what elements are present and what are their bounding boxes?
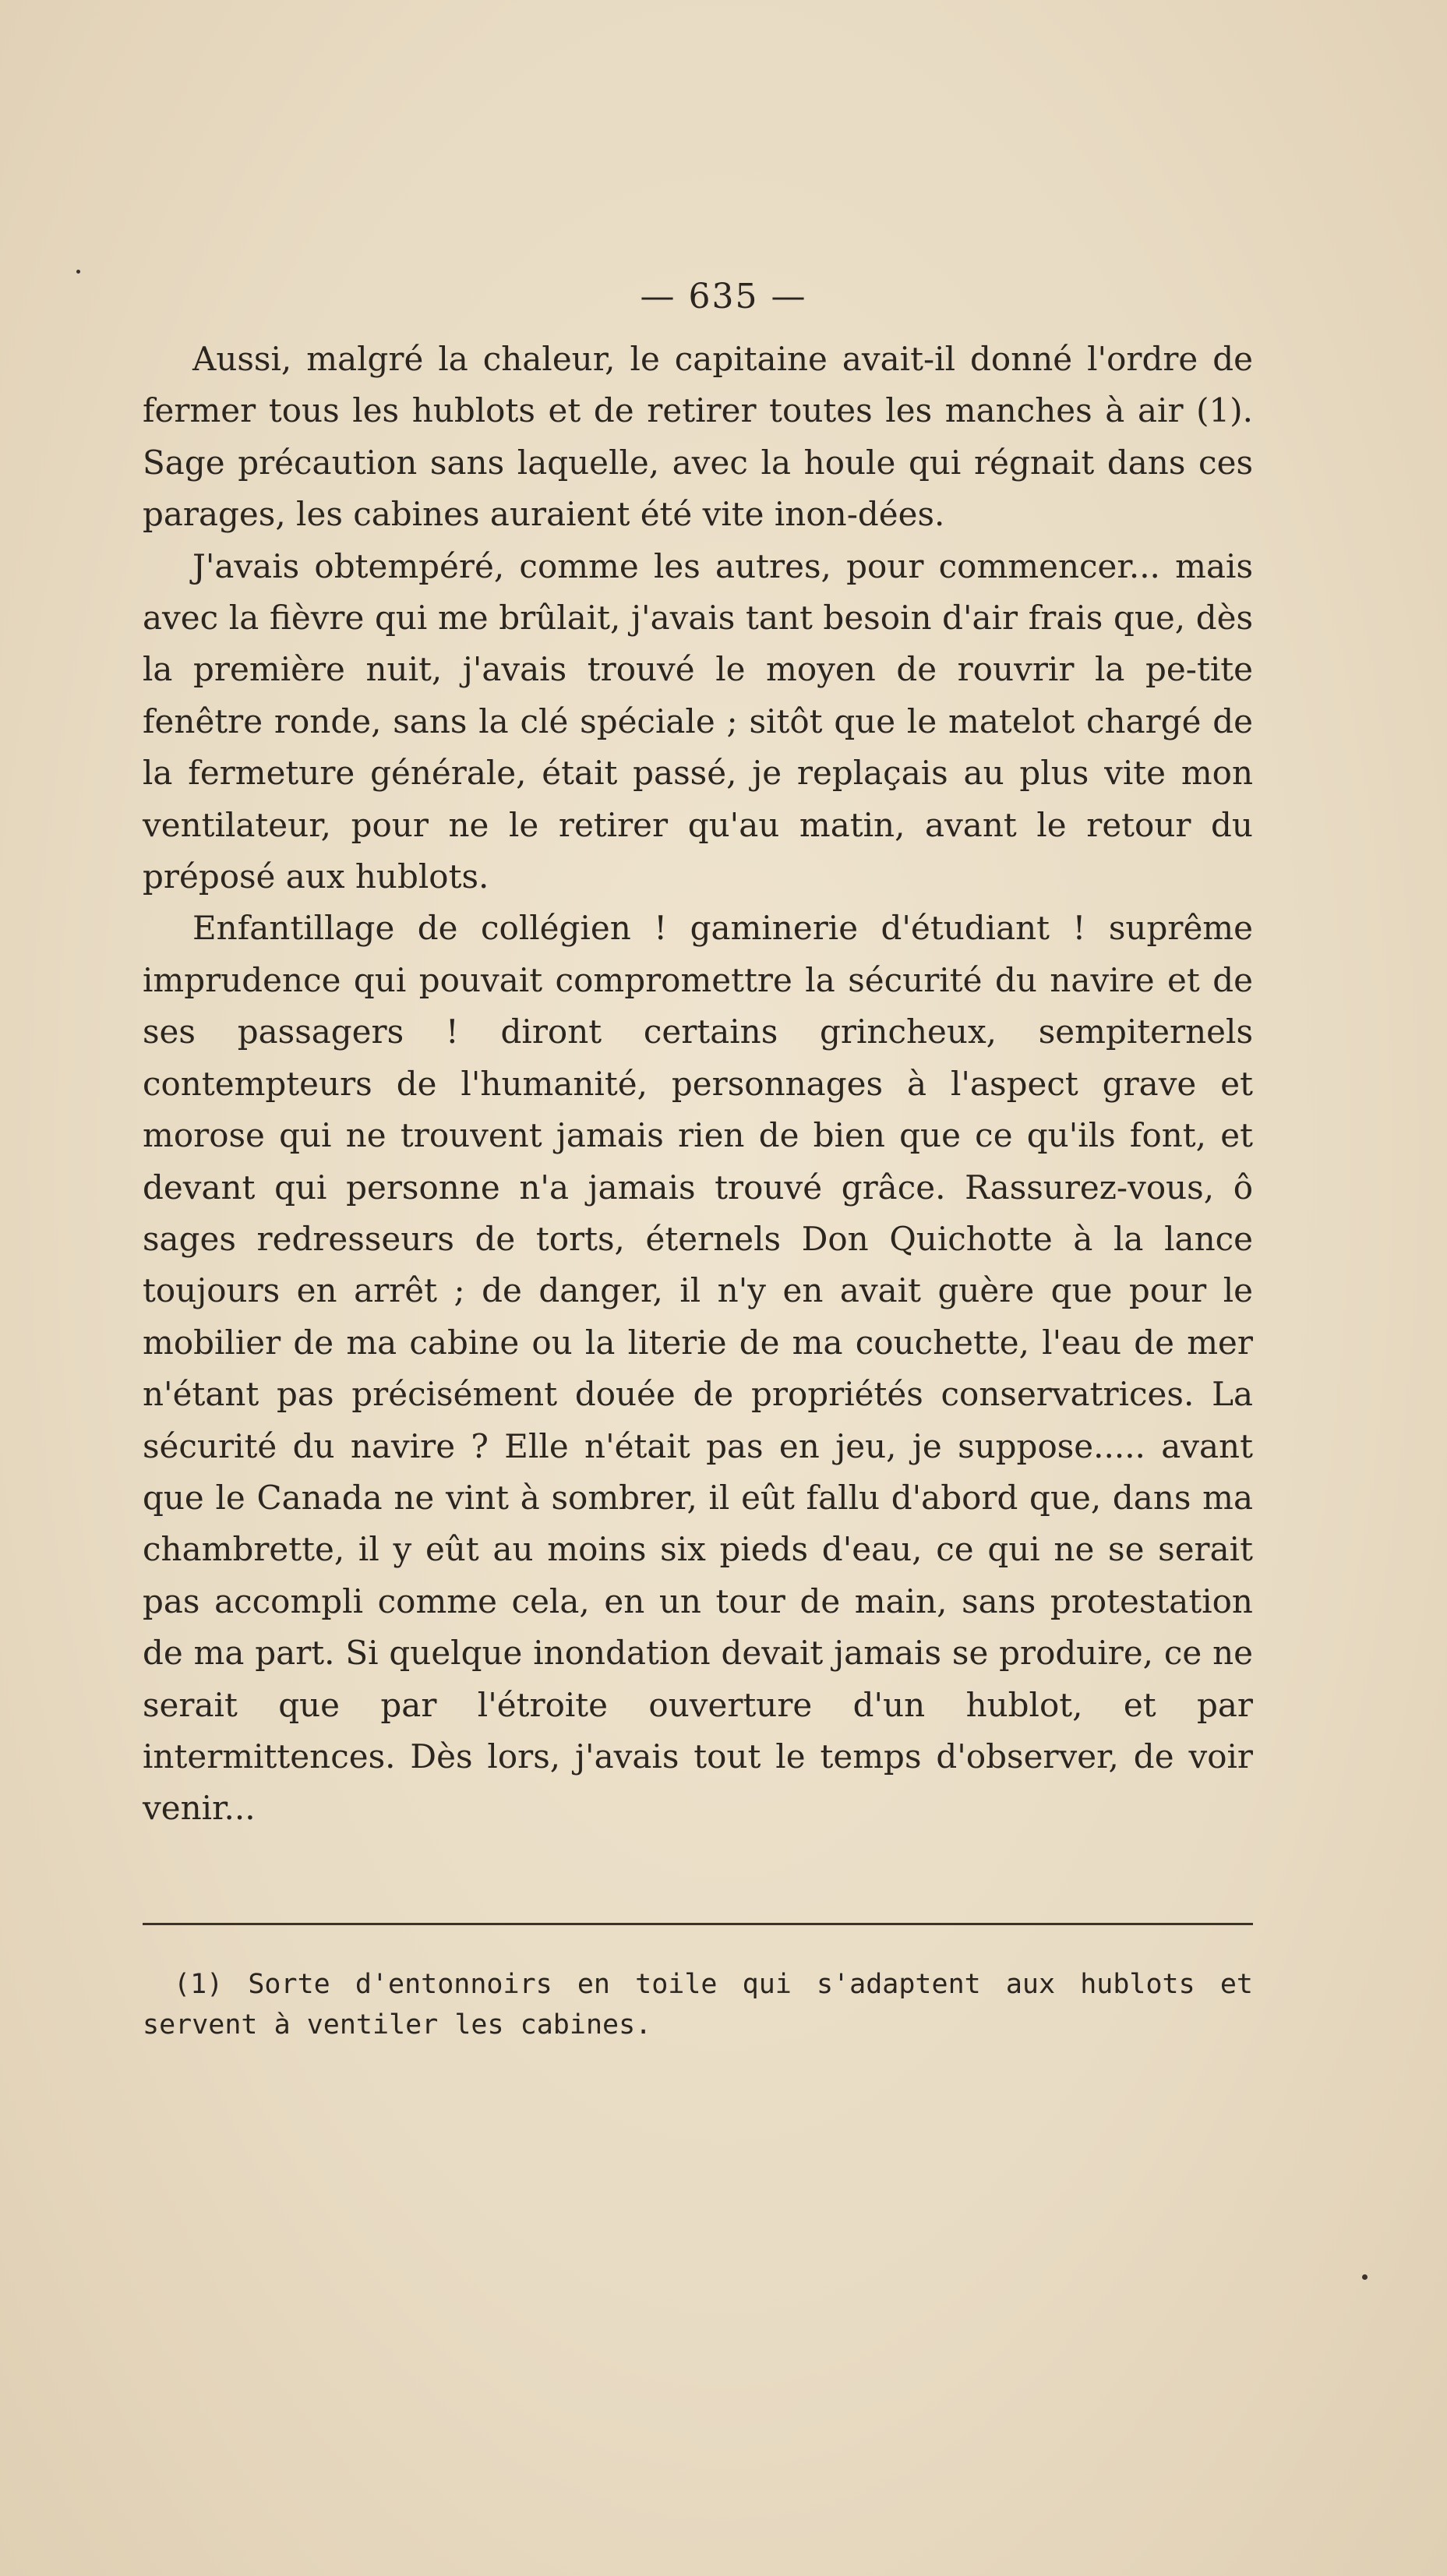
body-text: [143, 334, 1253, 1835]
footnote: (1) Sorte d'entonnoirs en toile qui s'adaptent aux hublots et servent à ventiler les cabines.: [143, 1969, 1253, 2041]
page-number: — 635 —: [640, 277, 807, 316]
footnote-separator: [143, 1923, 1253, 1925]
paper-speck: [76, 270, 80, 274]
paper-speck: [1362, 2274, 1368, 2280]
paragraph-2: J'avais obtempéré, comme les autres, pour commencer... mais avec la fièvre qui me brûlait, j'avais tant besoin d'air frais que, dès la première nuit, j'avais trouvé le moyen de rouvrir la pe-tite fenêtre ronde, sans la clé spéciale ; sitôt que le matelot chargé de la fermeture générale, était passé, je replaçais au plus vite mon ventilateur, pour ne le retirer qu'au matin, avant le retour du préposé aux hublots.: [143, 546, 1253, 896]
paragraph-1: Aussi, malgré la chaleur, le capitaine avait-il donné l'ordre de fermer tous les hublots et de retirer toutes les manches à air (1). Sage précaution sans laquelle, avec la houle qui régnait dans ces parages, les cabines auraient été vite inon-dées.: [143, 340, 1253, 534]
paragraph-3: Enfantillage de collégien ! gaminerie d'étudiant ! suprême imprudence qui pouvait compromettre la sécurité du navire et de ses passagers ! diront certains grincheux, sempiternels contempteurs de l'humanité, personnages à l'aspect grave et morose qui ne trouvent jamais rien de bien que ce qu'ils font, et devant qui personne n'a jamais trouvé grâce. Rassurez-vous, ô sages redresseurs de torts, éternels Don Quichotte à la lance toujours en arrêt ; de danger, il n'y en avait guère que pour le mobilier de ma cabine ou la literie de ma couchette, l'eau de mer n'étant pas précisément douée de propriétés conservatrices. La sécurité du navire ? Elle n'était pas en jeu, je suppose..... avant que le Canada ne vint à sombrer, il eût fallu d'abord que, dans ma chambrette, il y eût au moins six pieds d'eau, ce qui ne se serait pas accompli comme cela, en un tour de main, sans protestation de ma part. Si quelque inondation devait jamais se produire, ce ne serait que par l'étroite ouverture d'un hublot, et par intermittences. Dès lors, j'avais tout le temps d'observer, de voir venir...: [143, 909, 1253, 1828]
